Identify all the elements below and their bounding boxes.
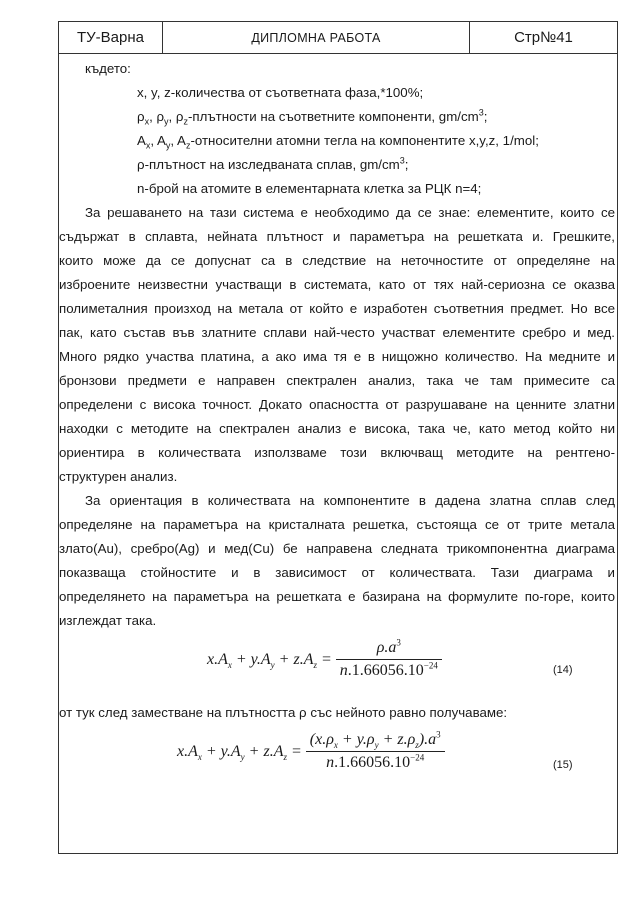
paragraph2-line: определянето на параметъра на решетката е базирана на формулите по-горе, които (59, 589, 615, 604)
header-university: ТУ-Варна (59, 22, 163, 53)
header-page-number: Стр№41 (514, 29, 573, 46)
paragraph1-line: находки с методите на спектрален анализ е висока, така че, като метод който ни (59, 421, 615, 436)
equation-15: $x.A_x + y.A_y + z.A_z$ = $\frac{(x.\rho_x + y.\rho_y + z.\rho_z).a^3}{n.1.66056.10^{-24}}$ (177, 731, 445, 772)
substitution-text: от тук след заместване на плътността ρ със нейното равно получаваме: (59, 705, 508, 720)
paragraph2-line: определяне на параметъра на кристалната решетка, състояща се от трите метала (59, 517, 615, 532)
paragraph2-line: изглеждат така. (59, 613, 157, 628)
definition-item-alloy-density: ρ-плътност на изследваната сплав, $gm/cm^3$; (137, 155, 409, 172)
paragraph1-line: изброените неизвестни участващи в системата, като от тях най-сериозна се оказва (59, 277, 615, 292)
paragraph2-line: За ориентация в количествата на компонентите в дадена златна сплав след (85, 493, 615, 508)
paragraph1-line: структурен анализ. (59, 469, 178, 484)
definition-item-atom-count: n-брой на атомите в елементарната клетка за РЦК n=4; (137, 181, 482, 196)
definition-item-quantities: x, y, z-количества от съответната фаза,*100%; (137, 85, 424, 100)
page-frame (58, 21, 618, 854)
paragraph2-line: злато(Au), сребро(Ag) и мед(Cu) бе направена следната трикомпонентна диаграма (59, 541, 615, 556)
page-header (59, 22, 617, 54)
equation-14: $x.A_x + y.A_y + z.A_z$ = $\frac{\rho.a^3}{n.1.66056.10^{-24}}$ (207, 639, 442, 680)
paragraph1-line: ориентира в количествата използваме този включващ методите на рентгено- (59, 445, 615, 460)
equation-14-number: (14) (553, 664, 573, 676)
paragraph1-line: полиметалния произход на метала от който е изработен съответния предмет. Но все (59, 301, 615, 316)
equation-15-number: (15) (553, 759, 573, 771)
paragraph1-line: съдържат в сплавта, нейната плътност и параметъра на решетката и. Грешките, (59, 229, 615, 244)
paragraph1-line: За решаването на тази система е необходимо да се знае: елементите, които се (85, 205, 615, 220)
paragraph1-line: определени с висока точност. Докато опасността от разрушаване на ценните златни (59, 397, 615, 412)
paragraph2-line: показваща стойностите и в зависимост от количествата. Тази диаграма и (59, 565, 615, 580)
definitions-intro: където: (85, 61, 131, 76)
paragraph1-line: пак, като състав във златните сплави най-често участват елементите сребро и мед. (59, 325, 615, 340)
paragraph1-line: бронзови предмети е направен спектрален анализ, така че там примесите са (59, 373, 615, 388)
paragraph1-line: Много рядко участва платина, а ако има тя е в нищожно количество. На медните и (59, 349, 615, 364)
definition-item-atomic-weights: $A_x$, $A_y$, $A_z$-относителни атомни тегла на компонентите x,y,z, 1/mol; (137, 133, 539, 151)
header-document-type: ДИПЛОМНА РАБОТА (163, 22, 470, 53)
definition-item-densities: $\rho_x$, $\rho_y$, $\rho_z$-плътности на съответните компоненти, $gm/cm^3$; (137, 107, 488, 127)
paragraph1-line: които може да се допуснат са в следствие на неточностите от определяне на (59, 253, 615, 268)
